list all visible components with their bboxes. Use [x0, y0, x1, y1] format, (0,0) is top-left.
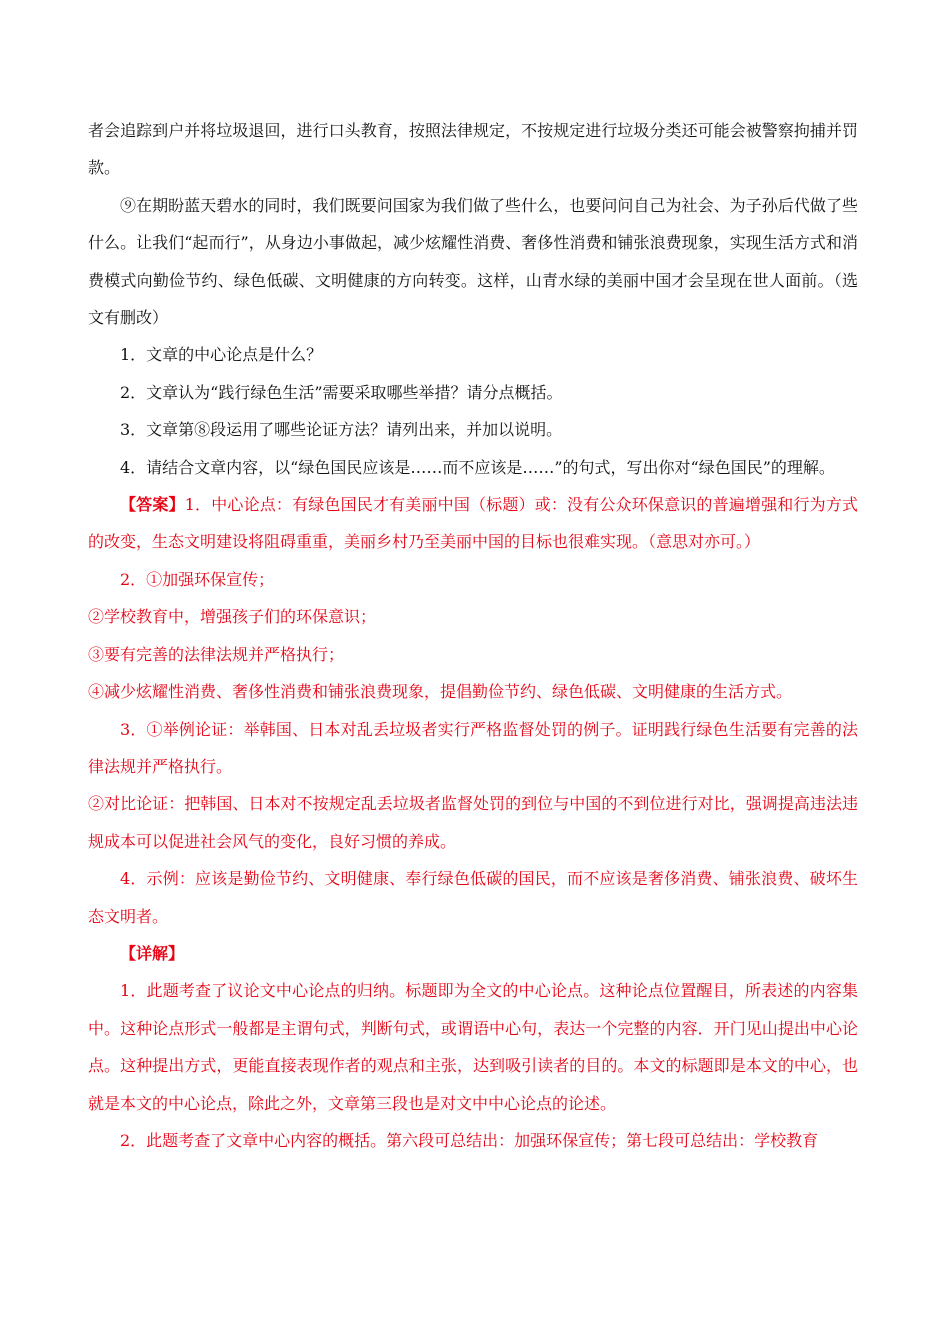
explanation-tag-text: 【详解】 — [120, 943, 185, 963]
question-2: 2．文章认为“践行绿色生活”需要采取哪些举措？请分点概括。 — [120, 382, 563, 402]
answer-2-line-2: ②学校教育中，增强孩子们的环保意识； — [88, 607, 377, 627]
passage-paragraph-9: ⑨在期盼蓝天碧水的同时，我们既要问国家为我们做了些什么，也要问问自己为社会、为子孙后代做了些什么。让我们“起而行”，从身边小事做起，减少炫耀性消费、奢侈性消费和铺张浪费现象，实现生活方式和消费模式向勤俭节约、绿色低碳、文明健康的方向转变。这样，山青水绿的美丽中国才会呈现在世人面前。（选文有删改） — [88, 195, 858, 328]
question-4: 4．请结合文章内容，以“绿色国民应该是……而不应该是……”的句式，写出你对“绿色国民”的理解。 — [120, 457, 835, 477]
answer-tag: 【答案】 — [120, 495, 185, 515]
answer-1-text: 1．中心论点：有绿色国民才有美丽中国（标题）或：没有公众环保意识的普遍增强和行为方式的改变，生态文明建设将阻碍重重，美丽乡村乃至美丽中国的目标也很难实现。（意思对亦可。） — [88, 495, 858, 552]
answer-4: 4．示例：应该是勤俭节约、文明健康、奉行绿色低碳的国民，而不应该是奢侈消费、铺张浪费、破坏生态文明者。 — [88, 869, 858, 926]
explanation-1: 1．此题考查了议论文中心论点的归纳。标题即为全文的中心论点。这种论点位置醒目，所表述的内容集中。这种论点形式一般都是主谓句式，判断句式，或谓语中心句，表达一个完整的内容．开门见山提出中心论点。这种提出方式，更能直接表现作者的观点和主张，达到吸引读者的目的。本文的标题即是本文的中心，也就是本文的中心论点，除此之外，文章第三段也是对文中中心论点的论述。 — [88, 981, 858, 1113]
answer-2-line-3: ③要有完善的法律法规并严格执行； — [88, 644, 345, 664]
question-3: 3．文章第⑧段运用了哪些论证方法？请列出来，并加以说明。 — [120, 420, 563, 440]
answer-3-part-2: ②对比论证：把韩国、日本对不按规定乱丢垃圾者监督处罚的到位与中国的不到位进行对比，强调提高违法违规成本可以促进社会风气的变化，良好习惯的养成。 — [88, 794, 858, 851]
question-1: 1．文章的中心论点是什么？ — [120, 345, 323, 365]
explanation-tag — [88, 935, 858, 972]
answer-2-line-1: 2．①加强环保宣传； — [120, 569, 275, 589]
answer-3-part-1: 3．①举例论证：举韩国、日本对乱丢垃圾者实行严格监督处罚的例子。证明践行绿色生活要有完善的法律法规并严格执行。 — [88, 719, 858, 776]
passage-paragraph-continued: 者会追踪到户并将垃圾退回，进行口头教育，按照法律规定，不按规定进行垃圾分类还可能会被警察拘捕并罚款。 — [88, 121, 858, 178]
explanation-2: 2．此题考查了文章中心内容的概括。第六段可总结出：加强环保宣传；第七段可总结出：学校教育 — [120, 1130, 819, 1150]
answer-1 — [88, 486, 858, 561]
answer-2-line-4: ④减少炫耀性消费、奢侈性消费和铺张浪费现象，提倡勤俭节约、绿色低碳、文明健康的生活方式。 — [88, 682, 793, 702]
document-body — [88, 112, 858, 1159]
